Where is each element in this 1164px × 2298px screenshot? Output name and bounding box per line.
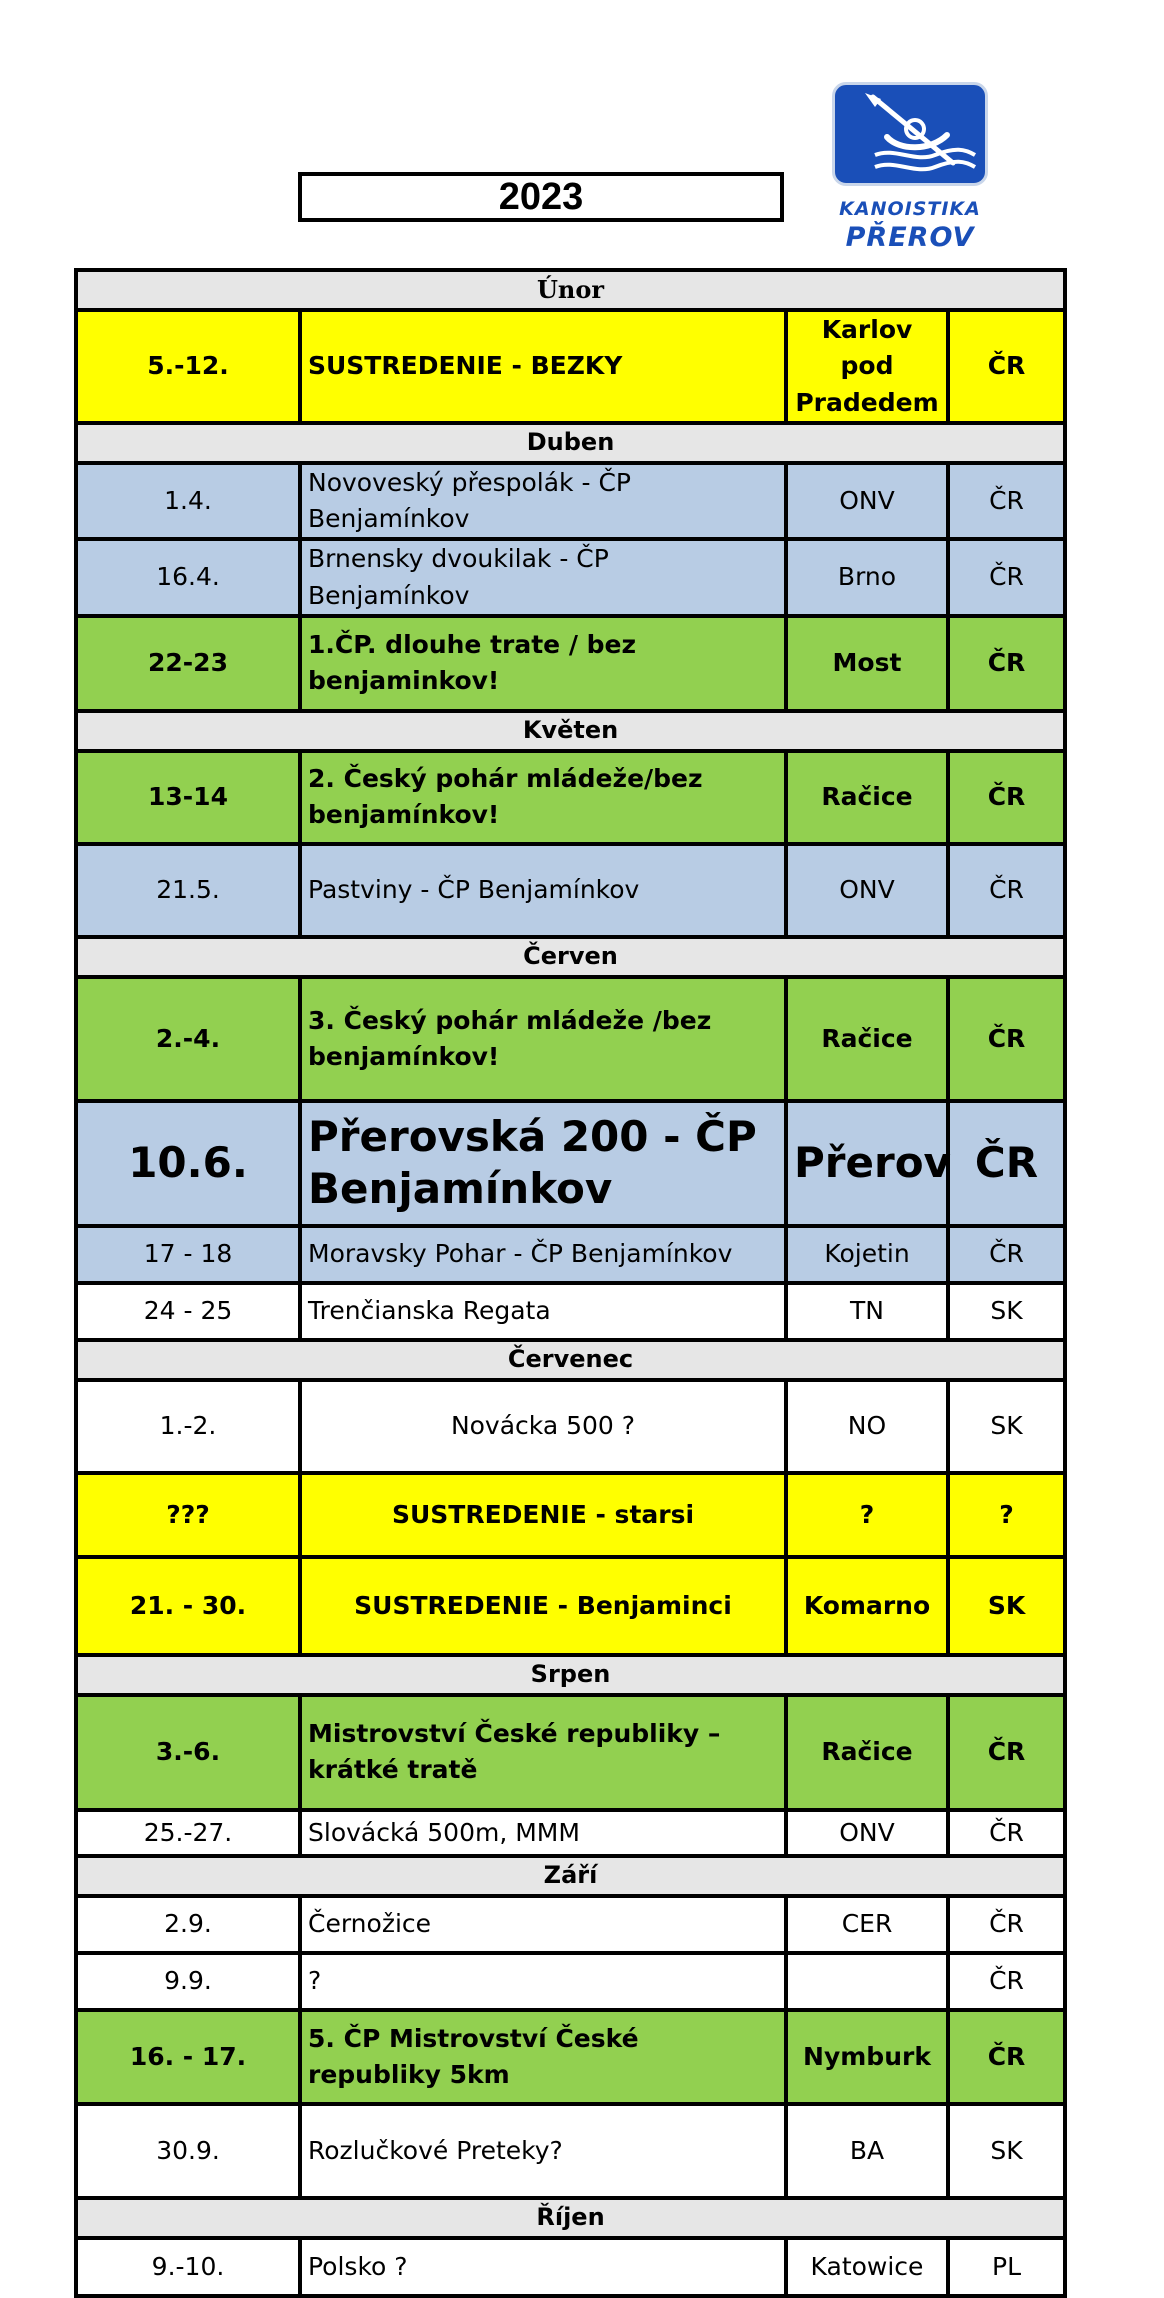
event-country: SK xyxy=(948,2104,1065,2198)
event-country: ČR xyxy=(948,463,1065,540)
event-date: 22-23 xyxy=(76,616,300,711)
month-name: Září xyxy=(76,1856,1065,1896)
event-place: Přerov xyxy=(786,1101,948,1226)
event-date: 9.-10. xyxy=(76,2238,300,2296)
logo-text-prerov: PŘEROV xyxy=(845,222,975,253)
event-row xyxy=(76,844,1065,937)
event-date: 1.-2. xyxy=(76,1380,300,1473)
event-date: 3.-6. xyxy=(76,1695,300,1810)
event-date: 17 - 18 xyxy=(76,1226,300,1283)
event-row xyxy=(76,1380,1065,1473)
event-date: ??? xyxy=(76,1473,300,1557)
event-name: SUSTREDENIE - Benjaminci xyxy=(300,1557,786,1655)
month-name: Duben xyxy=(76,423,1065,463)
month-header xyxy=(76,937,1065,977)
event-name: SUSTREDENIE - starsi xyxy=(300,1473,786,1557)
month-header xyxy=(76,423,1065,463)
month-header xyxy=(76,711,1065,751)
logo-badge xyxy=(832,82,988,186)
event-name: Slovácká 500m, MMM xyxy=(300,1810,786,1856)
month-name: Červenec xyxy=(76,1340,1065,1380)
event-date: 2.9. xyxy=(76,1896,300,1953)
event-place: ONV xyxy=(786,844,948,937)
event-row-highlight xyxy=(76,1101,1065,1226)
event-place: Račice xyxy=(786,751,948,844)
month-header xyxy=(76,1340,1065,1380)
event-date: 2.-4. xyxy=(76,977,300,1101)
event-row xyxy=(76,2238,1065,2296)
event-name: Moravsky Pohar - ČP Benjamínkov xyxy=(300,1226,786,1283)
event-place: NO xyxy=(786,1380,948,1473)
event-country: ČR xyxy=(948,1226,1065,1283)
event-place: Karlov pod Pradedem xyxy=(786,310,948,423)
event-date: 16.4. xyxy=(76,539,300,616)
event-country: ČR xyxy=(948,539,1065,616)
event-country: SK xyxy=(948,1557,1065,1655)
event-name: Přerovská 200 - ČP Benjamínkov xyxy=(300,1101,786,1226)
event-place: TN xyxy=(786,1283,948,1340)
event-date: 5.-12. xyxy=(76,310,300,423)
event-date: 9.9. xyxy=(76,1953,300,2010)
event-country: ČR xyxy=(948,751,1065,844)
event-country: ČR xyxy=(948,1896,1065,1953)
month-name: Květen xyxy=(76,711,1065,751)
month-header xyxy=(76,2198,1065,2238)
event-row xyxy=(76,2104,1065,2198)
event-country: ČR xyxy=(948,1695,1065,1810)
event-row xyxy=(76,1226,1065,1283)
event-row xyxy=(76,2010,1065,2104)
event-date: 16. - 17. xyxy=(76,2010,300,2104)
event-row xyxy=(76,310,1065,423)
event-place: Most xyxy=(786,616,948,711)
event-row xyxy=(76,1283,1065,1340)
event-row xyxy=(76,1953,1065,2010)
event-name: Rozlučkové Preteky? xyxy=(300,2104,786,2198)
club-logo xyxy=(820,82,1000,262)
event-name: Polsko ? xyxy=(300,2238,786,2296)
event-row xyxy=(76,1810,1065,1856)
event-name: SUSTREDENIE - BEZKY xyxy=(300,310,786,423)
event-row xyxy=(76,616,1065,711)
event-country: ČR xyxy=(948,616,1065,711)
event-country: ČR xyxy=(948,1953,1065,2010)
event-place: ONV xyxy=(786,463,948,540)
event-country: ? xyxy=(948,1473,1065,1557)
event-place: ONV xyxy=(786,1810,948,1856)
event-place: Kojetin xyxy=(786,1226,948,1283)
event-date: 21. - 30. xyxy=(76,1557,300,1655)
event-place: Račice xyxy=(786,977,948,1101)
event-place: Katowice xyxy=(786,2238,948,2296)
event-name: Mistrovství České republiky – krátké tratě xyxy=(300,1695,786,1810)
event-place xyxy=(786,1953,948,2010)
event-country: ČR xyxy=(948,977,1065,1101)
canoeist-icon xyxy=(835,85,985,183)
event-name: Pastviny - ČP Benjamínkov xyxy=(300,844,786,937)
event-row xyxy=(76,751,1065,844)
event-name: Trenčianska Regata xyxy=(300,1283,786,1340)
month-name: Srpen xyxy=(76,1655,1065,1695)
event-country: ČR xyxy=(948,2010,1065,2104)
event-place: Nymburk xyxy=(786,2010,948,2104)
event-name: 3. Český pohár mládeže /bez benjamínkov! xyxy=(300,977,786,1101)
event-name: Brnensky dvoukilak - ČP Benjamínkov xyxy=(300,539,786,616)
month-name: Únor xyxy=(76,270,1065,310)
event-row xyxy=(76,463,1065,540)
event-name: Novácka 500 ? xyxy=(300,1380,786,1473)
event-name: ? xyxy=(300,1953,786,2010)
event-row xyxy=(76,977,1065,1101)
event-date: 10.6. xyxy=(76,1101,300,1226)
month-name: Červen xyxy=(76,937,1065,977)
logo-text-kanoistika: KANOISTIKA xyxy=(839,198,981,220)
event-place: Komarno xyxy=(786,1557,948,1655)
event-place: BA xyxy=(786,2104,948,2198)
event-date: 30.9. xyxy=(76,2104,300,2198)
event-country: SK xyxy=(948,1283,1065,1340)
month-header xyxy=(76,1655,1065,1695)
event-row xyxy=(76,1557,1065,1655)
event-date: 21.5. xyxy=(76,844,300,937)
month-name: Říjen xyxy=(76,2198,1065,2238)
event-country: PL xyxy=(948,2238,1065,2296)
event-row xyxy=(76,539,1065,616)
event-place: Brno xyxy=(786,539,948,616)
month-header xyxy=(76,1856,1065,1896)
schedule-table xyxy=(74,268,1067,2298)
event-row xyxy=(76,1695,1065,1810)
event-name: 2. Český pohár mládeže/bez benjamínkov! xyxy=(300,751,786,844)
event-date: 24 - 25 xyxy=(76,1283,300,1340)
event-place: ? xyxy=(786,1473,948,1557)
event-place: CER xyxy=(786,1896,948,1953)
event-name: 1.ČP. dlouhe trate / bez benjaminkov! xyxy=(300,616,786,711)
event-country: ČR xyxy=(948,1101,1065,1226)
event-date: 13-14 xyxy=(76,751,300,844)
year-title: 2023 xyxy=(298,172,784,222)
event-name: Černožice xyxy=(300,1896,786,1953)
event-date: 25.-27. xyxy=(76,1810,300,1856)
event-country: SK xyxy=(948,1380,1065,1473)
event-row xyxy=(76,1473,1065,1557)
event-country: ČR xyxy=(948,310,1065,423)
event-date: 1.4. xyxy=(76,463,300,540)
event-country: ČR xyxy=(948,1810,1065,1856)
event-place: Račice xyxy=(786,1695,948,1810)
event-row xyxy=(76,1896,1065,1953)
event-name: 5. ČP Mistrovství České republiky 5km xyxy=(300,2010,786,2104)
month-header xyxy=(76,270,1065,310)
event-country: ČR xyxy=(948,844,1065,937)
event-name: Novoveský přespolák - ČP Benjamínkov xyxy=(300,463,786,540)
